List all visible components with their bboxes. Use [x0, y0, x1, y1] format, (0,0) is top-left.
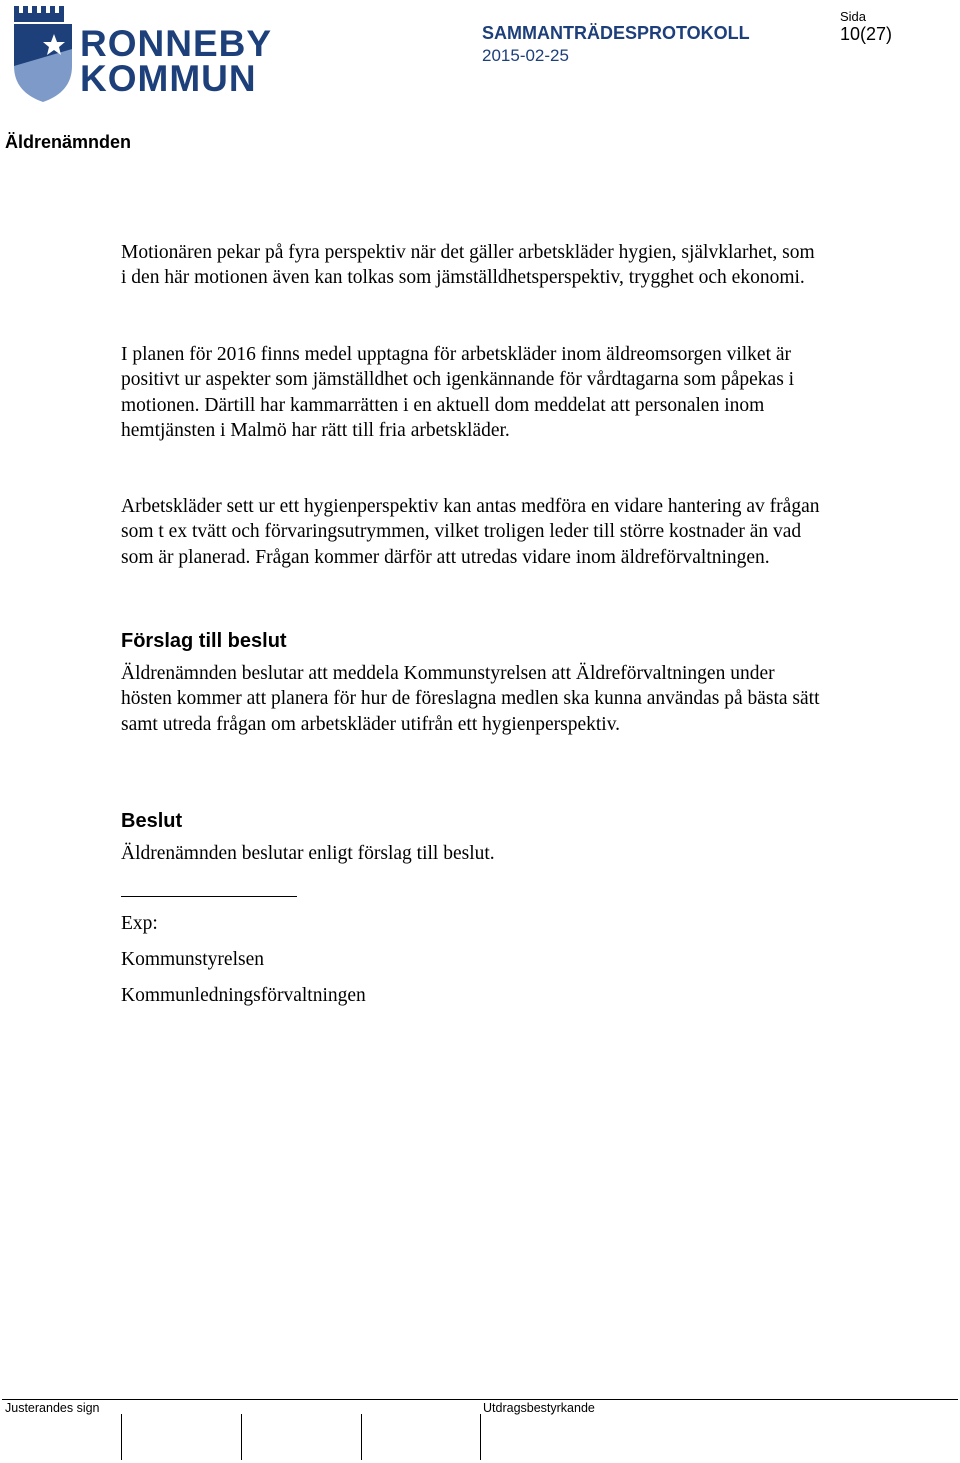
logo-wordmark-line-2: KOMMUN: [80, 58, 257, 99]
distribution-label: Exp:: [121, 913, 158, 934]
decision-text: Äldrenämnden beslutar enligt förslag till beslut.: [121, 843, 495, 864]
signature-box-divider: [480, 1414, 481, 1460]
proposal-text: Äldrenämnden beslutar att meddela Kommunstyrelsen att Äldreförvaltningen under hösten kommer att planera för hur de föreslagna medlen ska kunna användas på bästa sätt samt utreda frågan om arbetskläder utifrån ett hygienperspektiv.: [121, 663, 820, 735]
signature-box-divider: [241, 1414, 242, 1460]
footer-rule: [2, 1399, 958, 1400]
adjuster-signature-label: Justerandes sign: [5, 1401, 100, 1415]
section-heading-proposal: Förslag till beslut: [121, 630, 287, 652]
section-heading-decision: Beslut: [121, 810, 183, 832]
page-label: Sida: [840, 9, 867, 24]
distribution-recipient: Kommunstyrelsen: [121, 949, 264, 970]
signature-box-divider: [361, 1414, 362, 1460]
extract-certification-label: Utdragsbestyrkande: [483, 1401, 595, 1415]
signature-box-divider: [121, 1414, 122, 1460]
page-number: 10(27): [840, 24, 893, 44]
paragraph: Arbetskläder sett ur ett hygienperspektiv kan antas medföra en vidare hantering av frågan som t ex tvätt och förvaringsutrymmen, vilket troligen leder till större kostnader än vad som är planerad. Frågan kommer därför att utredas vidare inom äldreförvaltningen.: [121, 496, 820, 568]
meeting-date: 2015-02-25: [482, 46, 569, 65]
coat-of-arms-icon: [10, 4, 74, 104]
committee-name: Äldrenämnden: [5, 132, 132, 152]
signature-footer: [0, 1397, 960, 1463]
separator-line: [121, 896, 297, 897]
logo-wordmark-line-1: RONNEBY: [80, 23, 273, 64]
paragraph: Motionären pekar på fyra perspektiv när det gäller arbetskläder hygien, självklarhet, som i den här motionen även kan tolkas som jämställdhetsperspektiv, trygghet och ekonomi.: [121, 242, 815, 289]
document-title: SAMMANTRÄDESPROTOKOLL: [482, 23, 750, 43]
paragraph: I planen för 2016 finns medel upptagna för arbetskläder inom äldreomsorgen vilket är positivt ur aspekter som jämställdhet och igenkännande för vårdtagarna som påpekas i motionen. Därtill har kammarrätten i en aktuell dom meddelat att personalen inom hemtjänsten i Malmö har rätt till fria arbetskläder.: [121, 344, 795, 442]
distribution-recipient: Kommunledningsförvaltningen: [121, 985, 366, 1006]
